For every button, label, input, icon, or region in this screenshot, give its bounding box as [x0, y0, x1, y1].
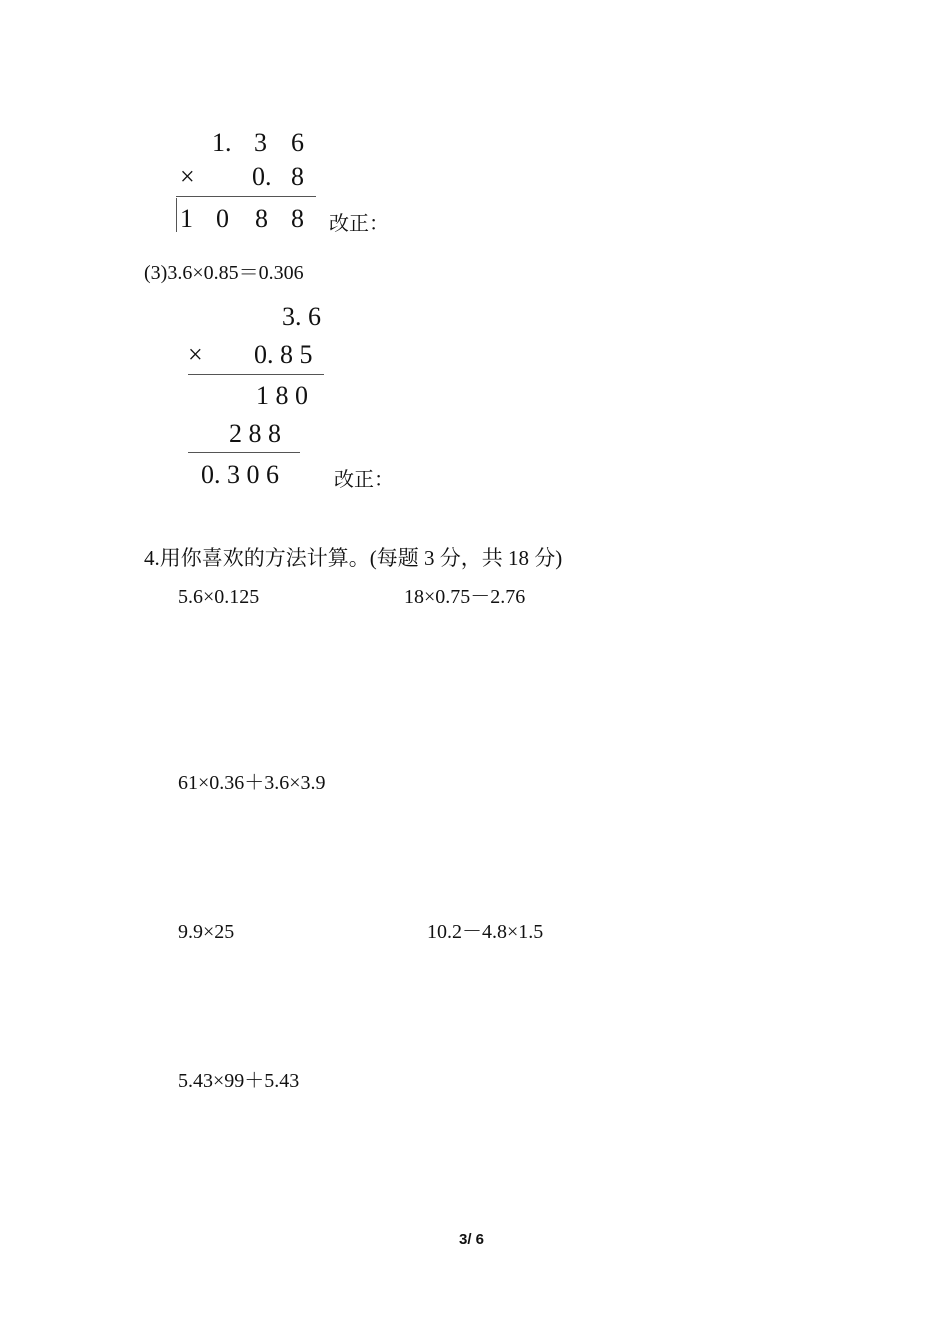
p2-result-digit: 0	[216, 204, 229, 233]
p2-result-digit: 8	[291, 204, 304, 233]
p3-rule-2	[188, 452, 300, 453]
p3-heading: (3)3.6×0.85＝0.306	[144, 262, 304, 284]
p2-row1-digit: 6	[291, 128, 304, 157]
p3-times-sign: ×	[188, 340, 203, 369]
p3-partial2: 2 8 8	[229, 419, 281, 448]
exercise-item: 10.2－4.8×1.5	[427, 921, 544, 943]
p2-times-sign: ×	[180, 162, 195, 191]
p3-correction-label: 改正：	[334, 469, 394, 491]
exercise-item: 9.9×25	[178, 921, 235, 943]
p2-row1-digit: 1.	[212, 128, 232, 157]
exercise-item: 5.6×0.125	[178, 586, 260, 608]
exercise-item: 18×0.75－2.76	[404, 586, 526, 608]
p2-correction-label: 改正：	[329, 213, 389, 235]
exercise-item: 5.43×99＋5.43	[178, 1070, 300, 1092]
p3-result: 0. 3 0 6	[201, 460, 279, 489]
section4-heading: 4.用你喜欢的方法计算。(每题 3 分，共 18 分)	[144, 546, 563, 570]
p2-rule	[176, 196, 316, 197]
p2-result-digit: 1	[180, 204, 193, 233]
p2-row2-digit: 0.	[252, 162, 272, 191]
p3-row1: 3. 6	[282, 302, 321, 331]
p3-row2: 0. 8 5	[254, 340, 313, 369]
p2-row2-digit: 8	[291, 162, 304, 191]
p3-partial1: 1 8 0	[256, 381, 308, 410]
exercise-item: 61×0.36＋3.6×3.9	[178, 772, 326, 794]
p2-left-bracket	[176, 198, 177, 232]
page-number: 3/ 6	[459, 1231, 485, 1248]
p2-result-digit: 8	[255, 204, 268, 233]
p2-row1-digit: 3	[254, 128, 267, 157]
p3-rule-1	[188, 374, 324, 375]
